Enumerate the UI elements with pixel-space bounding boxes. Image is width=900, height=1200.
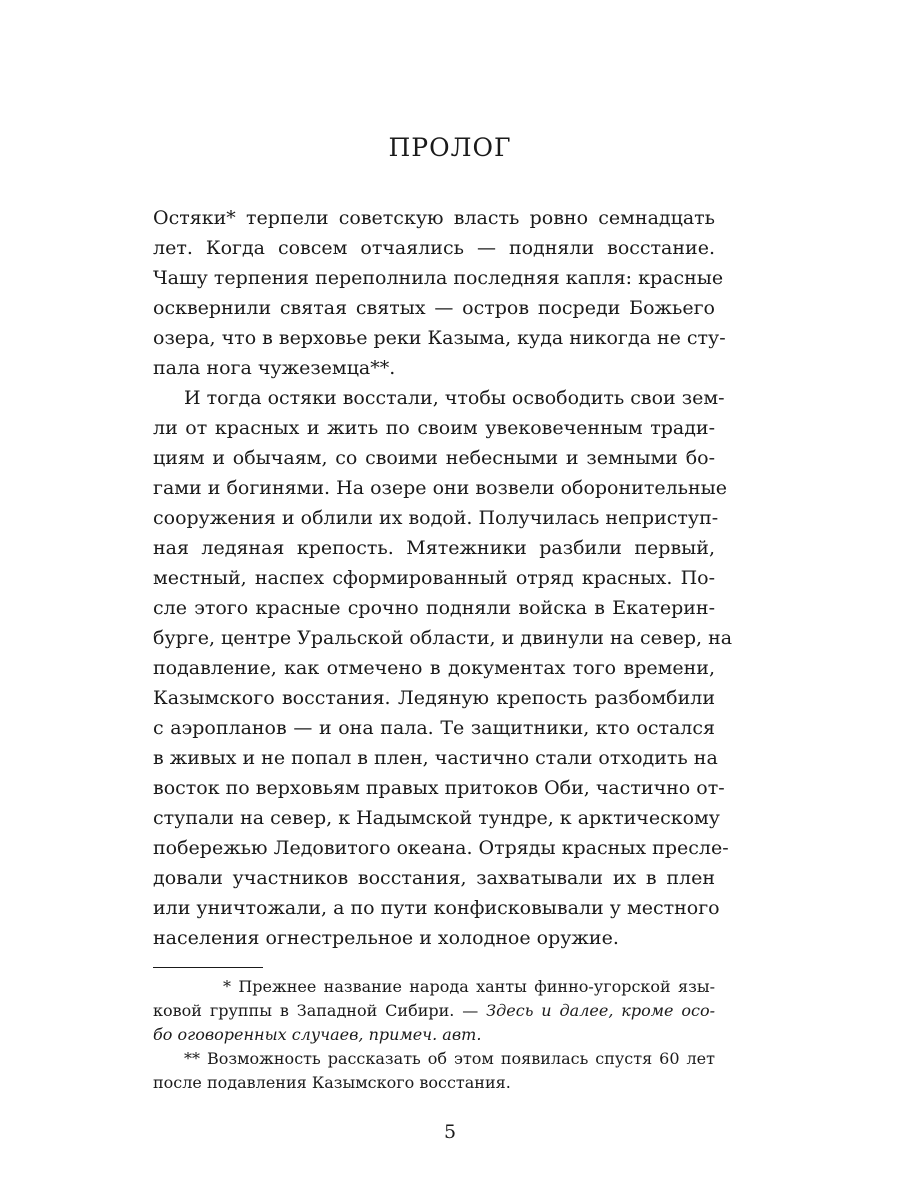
body-text — [153, 203, 733, 953]
text-line: озера, что в верховье реки Казыма, куда никогда не сту- — [153, 327, 726, 349]
text-line: восток по верховьям правых притоков Оби, частично от- — [153, 777, 725, 799]
text-line: сле этого красные срочно подняли войска в Екатерин- — [153, 597, 715, 619]
footnote-1-text: ковой группы в Западной Сибири. — — [153, 1001, 487, 1020]
text-line: в живых и не попал в плен, частично стали отходить на — [153, 747, 718, 769]
text-line: лет. Когда совсем отчаялись — подняли восстание. — [153, 237, 715, 259]
text-line: Остяки* терпели советскую власть ровно семнадцать — [153, 207, 715, 229]
footnote-2-line: после подавления Казымского восстания. — [153, 1073, 511, 1092]
text-line: местный, наспех сформированный отряд красных. По- — [153, 567, 715, 589]
page-number: 5 — [443, 1121, 457, 1143]
footnote-1-line: бо оговоренных случаев, примеч. авт. — [153, 1025, 482, 1044]
footnote-divider — [153, 967, 263, 968]
text-line: осквернили святая святых — остров посреди Божьего — [153, 297, 715, 319]
text-line: бурге, центре Уральской области, и двинули на север, на — [153, 627, 733, 649]
footnote-1-italic: Здесь и далее, кроме осо- — [486, 1001, 715, 1020]
text-line: ступали на север, к Надымской тундре, к арктическому — [153, 807, 720, 829]
text-line: Казымского восстания. Ледяную крепость разбомбили — [153, 687, 715, 709]
text-line: побережью Ледовитого океана. Отряды красных пресле- — [153, 837, 729, 859]
text-line: или уничтожали, а по пути конфисковывали у местного — [153, 897, 720, 919]
text-line: И тогда остяки восстали, чтобы освободить свои зем- — [184, 387, 725, 409]
text-line: циям и обычаям, со своими небесными и земными бо- — [153, 447, 715, 469]
footnote-2-line: ** Возможность рассказать об этом появилась спустя 60 лет — [184, 1049, 715, 1068]
chapter-title: ПРОЛОГ — [388, 133, 512, 162]
text-line: подавление, как отмечено в документах того времени, — [153, 657, 715, 679]
text-line: ная ледяная крепость. Мятежники разбили первый, — [153, 537, 715, 559]
text-line: довали участников восстания, захватывали их в плен — [153, 867, 715, 889]
text-line: ли от красных и жить по своим увековеченным тради- — [153, 417, 715, 439]
text-line: гами и богинями. На озере они возвели оборонительные — [153, 477, 728, 499]
text-line: пала нога чужеземца**. — [153, 357, 396, 379]
text-line: населения огнестрельное и холодное оружие. — [153, 927, 619, 949]
text-line: сооружения и облили их водой. Получилась неприступ- — [153, 507, 719, 529]
footnotes — [153, 975, 715, 1095]
text-line: с аэропланов — и она пала. Те защитники, кто остался — [153, 717, 715, 739]
footnote-1-line — [153, 999, 715, 1023]
footnote-1-line: * Прежнее название народа ханты финно-угорской язы- — [223, 977, 715, 996]
text-line: Чашу терпения переполнила последняя капля: красные — [153, 267, 724, 289]
